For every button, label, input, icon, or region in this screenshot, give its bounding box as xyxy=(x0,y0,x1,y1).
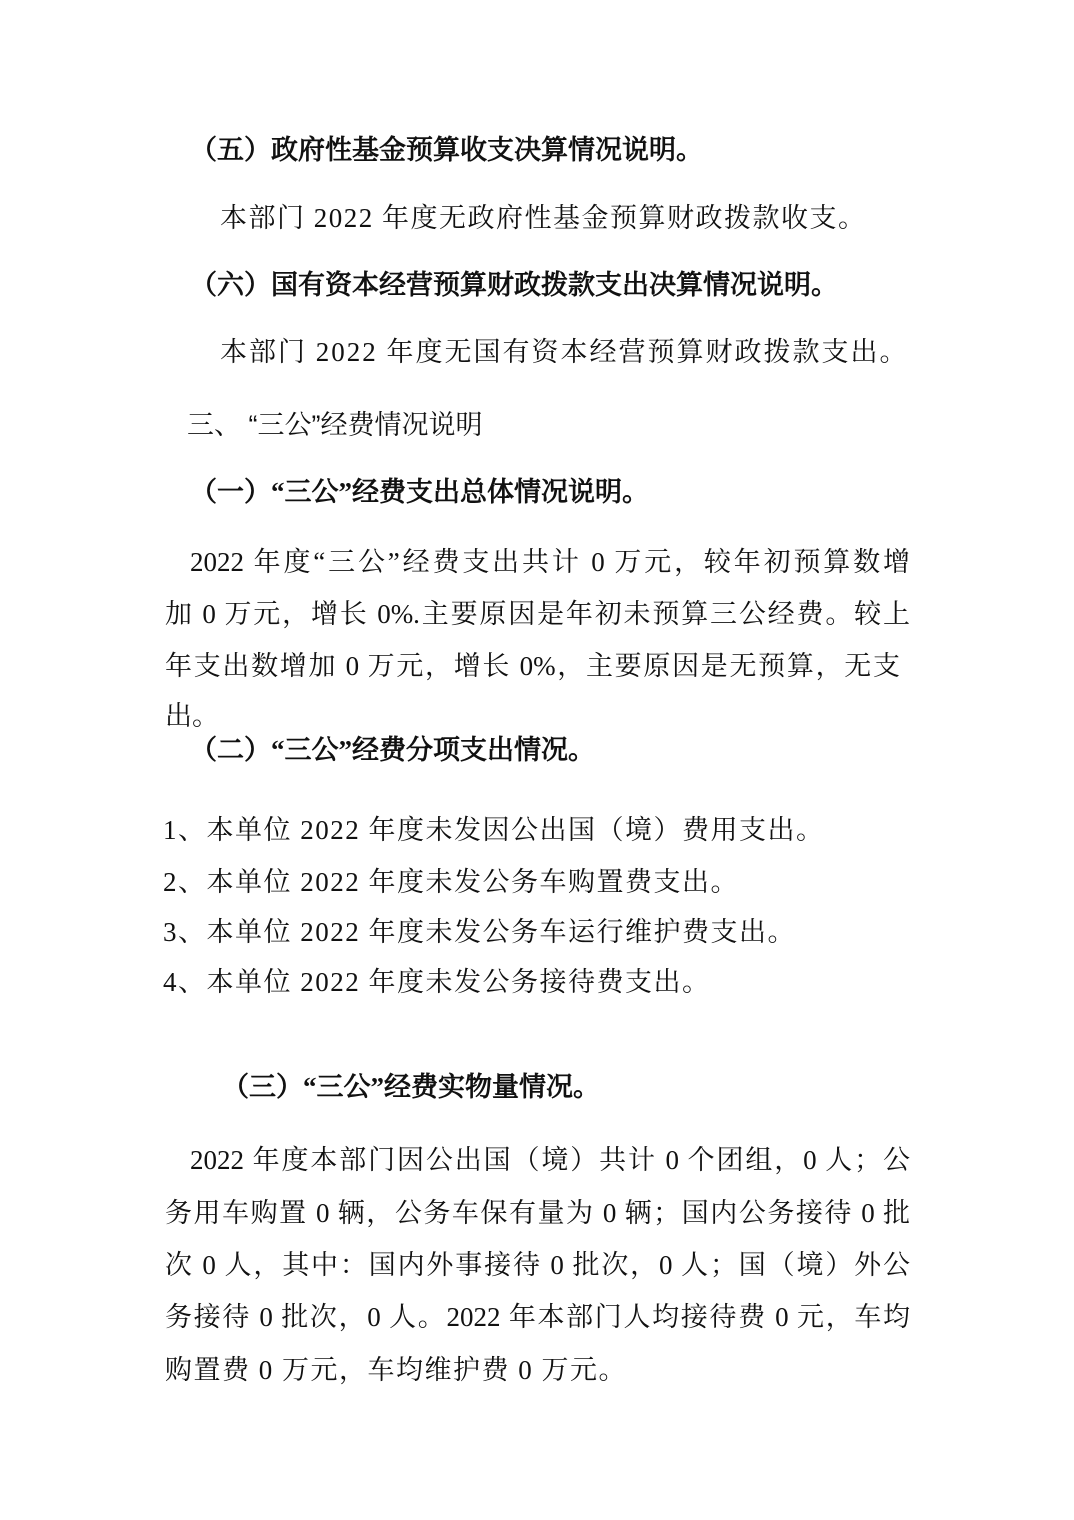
section-6-heading: （六）国有资本经营预算财政拨款支出决算情况说明。 xyxy=(190,270,838,300)
subsection-2-heading: （二）“三公”经费分项支出情况。 xyxy=(190,735,595,765)
list-item: 4、本单位 2022 年度未发公务接待费支出。 xyxy=(163,967,711,997)
paragraph-line: 2022 年度本部门因公出国（境）共计 0 个团组，0 人；公 xyxy=(190,1145,910,1175)
section-6-body: 本部门 2022 年度无国有资本经营预算财政拨款支出。 xyxy=(220,337,909,367)
list-item: 1、本单位 2022 年度未发因公出国（境）费用支出。 xyxy=(163,815,825,845)
paragraph-line: 出。 xyxy=(165,701,219,731)
paragraph-line: 次 0 人，其中：国内外事接待 0 批次，0 人；国（境）外公 xyxy=(165,1250,910,1280)
paragraph-line: 加 0 万元，增长 0%.主要原因是年初未预算三公经费。较上 xyxy=(165,599,910,629)
list-item: 2、本单位 2022 年度未发公务车购置费支出。 xyxy=(163,867,739,897)
part-3-heading: 三、 “三公”经费情况说明 xyxy=(187,410,483,440)
paragraph-line: 年支出数增加 0 万元，增长 0%，主要原因是无预算，无支 xyxy=(165,651,900,681)
paragraph-line: 购置费 0 万元，车均维护费 0 万元。 xyxy=(165,1355,627,1385)
paragraph-line: 务接待 0 批次，0 人。2022 年本部门人均接待费 0 元，车均 xyxy=(165,1302,910,1332)
section-5-body: 本部门 2022 年度无政府性基金预算财政拨款收支。 xyxy=(220,203,867,233)
section-5-heading: （五）政府性基金预算收支决算情况说明。 xyxy=(190,135,703,165)
paragraph-line: 务用车购置 0 辆，公务车保有量为 0 辆；国内公务接待 0 批 xyxy=(165,1198,910,1228)
subsection-1-heading: （一）“三公”经费支出总体情况说明。 xyxy=(190,477,649,507)
list-item: 3、本单位 2022 年度未发公务车运行维护费支出。 xyxy=(163,917,796,947)
subsection-3-heading: （三）“三公”经费实物量情况。 xyxy=(222,1072,600,1102)
paragraph-line: 2022 年度“三公”经费支出共计 0 万元，较年初预算数增 xyxy=(190,547,910,577)
